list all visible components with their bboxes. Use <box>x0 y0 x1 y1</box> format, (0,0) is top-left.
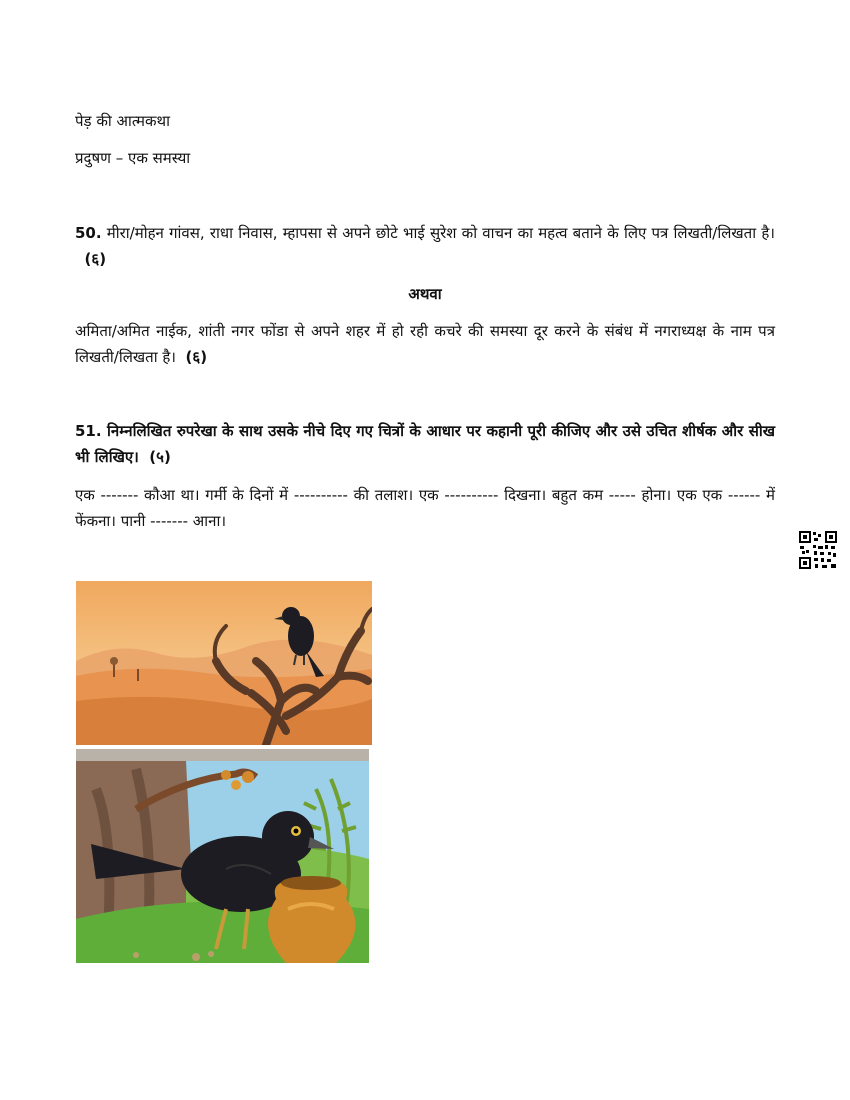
or-label: अथवा <box>408 285 442 303</box>
question-51-marks: (५) <box>149 448 171 466</box>
story-outline: एक ------- कौआ था। गर्मी के दिनों में ---------- की तलाश। एक ---------- दिखना। बहुत कम ----- होना। एक एक ------ में फेंकना। पानी ------- आना। <box>75 486 775 530</box>
qr-code-icon <box>798 530 838 570</box>
story-picture-1 <box>76 581 372 745</box>
question-50-alt-text: अमिता/अमित नाईक, शांती नगर फोंडा से अपने शहर में हो रही कचरे की समस्या दूर करने के संबंध में नगराध्यक्ष के नाम पत्र लिखती/लिखता है। <box>75 322 775 366</box>
question-51-number: 51. <box>75 422 102 440</box>
question-51 <box>75 418 775 470</box>
story-picture-2 <box>76 749 369 963</box>
topic-2: प्रदुषण – एक समस्या <box>75 149 191 167</box>
question-50-alt-marks: (६) <box>185 348 208 366</box>
question-50-alternative <box>75 318 775 370</box>
topic-1: पेड़ की आत्मकथा <box>75 112 170 130</box>
question-51-text: निम्नलिखित रुपरेखा के साथ उसके नीचे दिए गए चित्रों के आधार पर कहानी पूरी कीजिए और उसे उचित शीर्षक और सीख भी लिखिए। <box>75 422 775 466</box>
question-50-number: 50. <box>75 224 102 242</box>
question-50 <box>75 220 775 272</box>
question-50-text: मीरा/मोहन गांवस, राधा निवास, म्हापसा से अपने छोटे भाई सुरेश को वाचन का महत्व बताने के लिए पत्र लिखती/लिखता है। <box>106 224 775 242</box>
question-50-marks: (६) <box>84 250 107 268</box>
